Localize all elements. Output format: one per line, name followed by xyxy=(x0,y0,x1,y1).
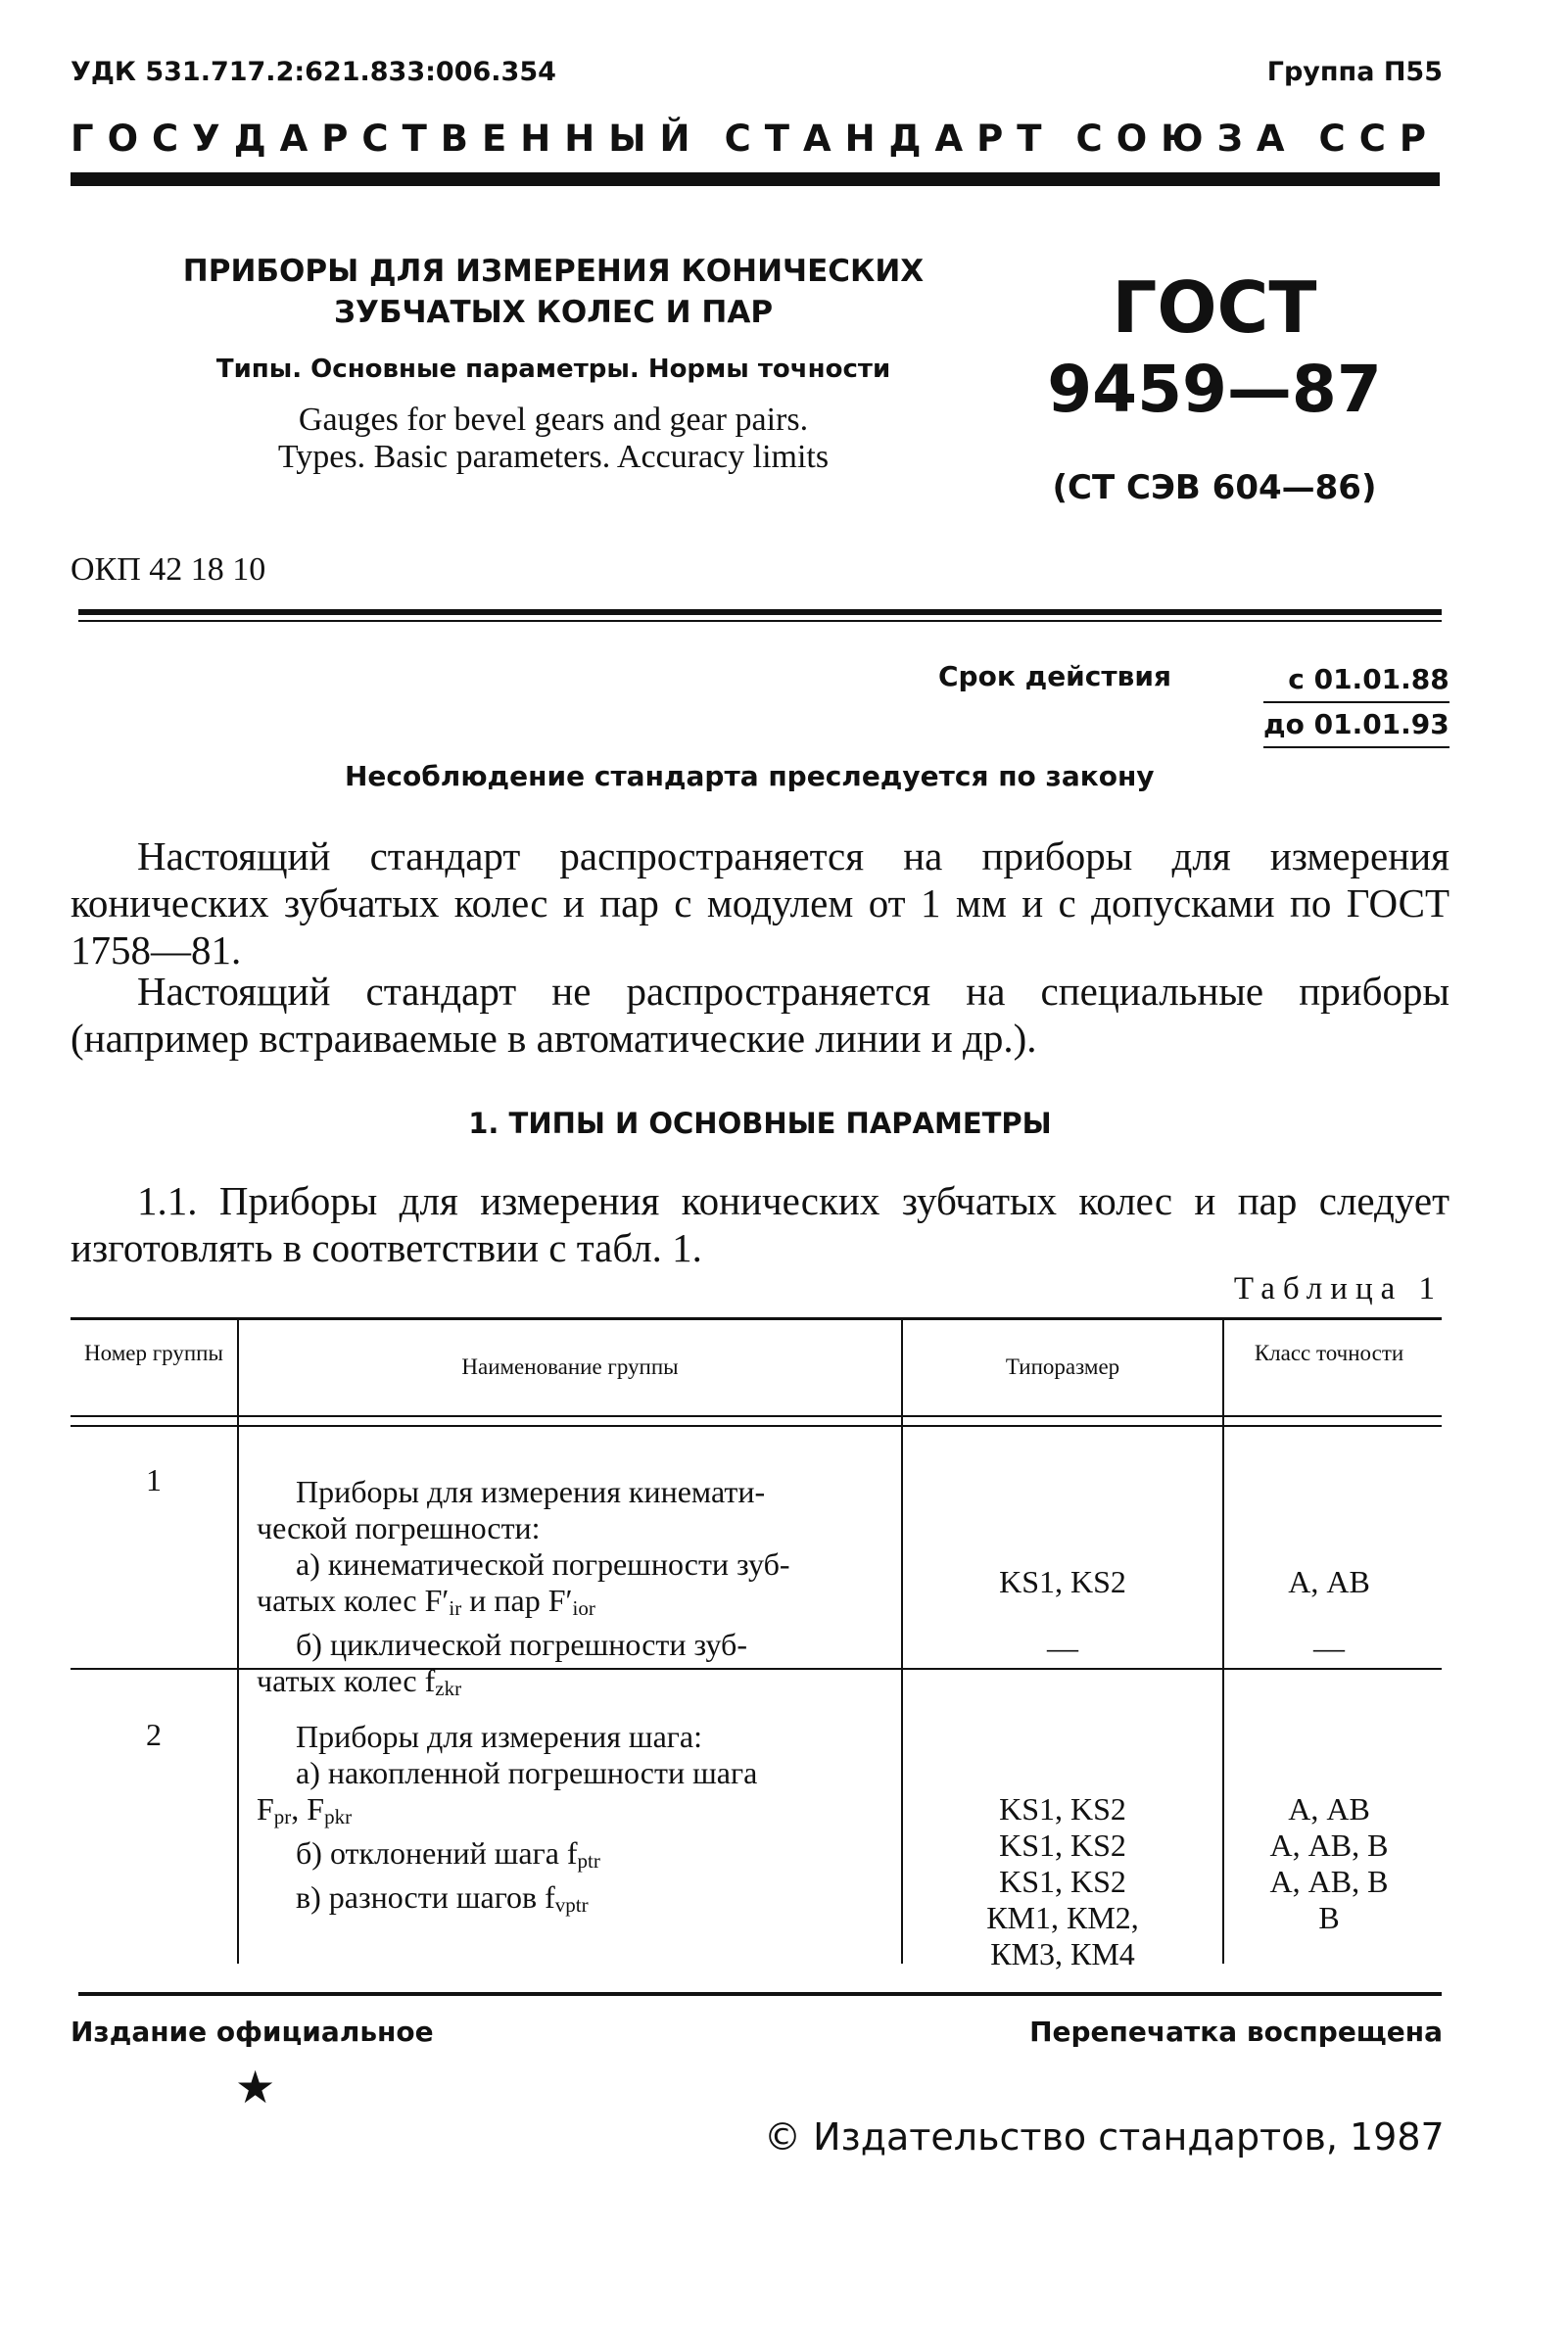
validity-label: Срок действия xyxy=(938,660,1171,692)
row-1-text: и пар F′ xyxy=(461,1583,573,1618)
row-2-subscript: pkr xyxy=(324,1805,353,1828)
row-1-type-b: — xyxy=(1047,1630,1078,1665)
row-1-name-line: ческой погрешности: xyxy=(257,1510,541,1545)
header-rule xyxy=(71,172,1440,186)
row-1-name xyxy=(257,1474,893,1707)
row-2-text: , F xyxy=(291,1791,325,1827)
table-header-rule xyxy=(71,1415,1442,1417)
legal-notice: Несоблюдение стандарта преследуется по закону xyxy=(345,760,1155,792)
row-2-text: б) отклонений шага f xyxy=(296,1835,578,1871)
validity-from: с 01.01.88 xyxy=(1263,658,1449,703)
col-header-group-name: Наименование группы xyxy=(461,1354,679,1379)
row-2-type-line: КМ1, КМ2, xyxy=(986,1900,1139,1935)
table-col-divider xyxy=(237,1317,239,1964)
row-1-class-a: А, АВ xyxy=(1288,1564,1370,1599)
row-2-accuracy-class xyxy=(1226,1791,1432,1936)
row-2-type-line: KS1, KS2 xyxy=(999,1828,1126,1863)
banner-word-2: СТАНДАРТ xyxy=(724,118,1056,160)
row-1-class-b: — xyxy=(1313,1630,1345,1665)
col-header-group-no: Номер группы xyxy=(84,1341,223,1365)
row-2-text: в) разности шагов f xyxy=(296,1879,555,1915)
row-1-text: чатых колес F′ xyxy=(257,1583,450,1618)
okp-code: ОКП 42 18 10 xyxy=(71,551,266,588)
banner-word-3: СОЮЗА xyxy=(1075,118,1299,160)
star-icon: ★ xyxy=(235,2061,276,2113)
title-line-1: ПРИБОРЫ ДЛЯ ИЗМЕРЕНИЯ КОНИЧЕСКИХ xyxy=(182,254,925,289)
edition-label: Издание официальное xyxy=(71,2016,434,2048)
row-1-number: 1 xyxy=(146,1462,162,1497)
paragraph-1-1: 1.1. Приборы для измерения конических зубчатых колес и пар следует изготовлять в соответствии с табл. 1. xyxy=(71,1178,1449,1270)
document-title xyxy=(88,251,1019,333)
paragraph-exclusion: Настоящий стандарт не распространяется на специальные приборы (например встраиваемые в автоматические линии и др.). xyxy=(71,969,1449,1061)
section-title: 1. ТИПЫ И ОСНОВНЫЕ ПАРАМЕТРЫ xyxy=(468,1107,1052,1140)
row-2-class-line: А, АВ xyxy=(1288,1791,1370,1827)
row-1-text: чатых колес f xyxy=(257,1663,436,1698)
row-1-name-line: б) циклической погрешности зуб- xyxy=(296,1627,747,1662)
row-2-name-line: Приборы для измерения шага: xyxy=(296,1719,702,1754)
validity-dates xyxy=(1263,658,1449,748)
paragraph-scope: Настоящий стандарт распространяется на приборы для измерения конических зубчатых колес и пар с модулем от 1 мм и с допусками по ГОСТ 1758—81. xyxy=(71,833,1449,973)
col-header-accuracy-class: Класс точности xyxy=(1254,1341,1404,1365)
udk-code: УДК 531.717.2:621.833:006.354 xyxy=(71,57,556,87)
row-1-type-size xyxy=(903,1564,1222,1666)
row-2-class-line: А, АВ, В xyxy=(1269,1864,1389,1899)
row-2-name-line: а) накопленной погрешности шага xyxy=(296,1755,758,1790)
english-title xyxy=(88,402,1019,476)
row-2-name xyxy=(257,1719,893,1923)
table-1 xyxy=(71,1317,1442,1971)
row-2-name-line xyxy=(257,1879,893,1923)
row-1-type-a: KS1, KS2 xyxy=(999,1564,1126,1599)
row-1-name-line: Приборы для измерения кинемати- xyxy=(296,1474,766,1509)
row-1-name-line xyxy=(257,1583,893,1627)
state-standard-banner xyxy=(71,118,1440,160)
group-code: Группа П55 xyxy=(1266,57,1443,87)
row-2-name-line xyxy=(257,1835,893,1879)
row-1-subscript: ir xyxy=(449,1596,462,1620)
row-2-class-line: В xyxy=(1318,1900,1340,1935)
english-title-line-1: Gauges for bevel gears and gear pairs. xyxy=(298,402,809,438)
reprint-notice: Перепечатка воспрещена xyxy=(1029,2016,1443,2048)
row-1-name-line xyxy=(257,1663,893,1707)
gost-number: 9459—87 xyxy=(1047,352,1382,427)
st-sev-reference: (СТ СЭВ 604—86) xyxy=(1052,468,1377,507)
row-2-subscript: vptr xyxy=(554,1893,589,1917)
row-2-subscript: ptr xyxy=(577,1849,600,1873)
row-1-name-line: а) кинематической погрешности зуб- xyxy=(296,1546,790,1582)
title-rule xyxy=(78,609,1442,615)
table-header-rule-2 xyxy=(71,1425,1442,1427)
row-1-accuracy-class xyxy=(1226,1564,1432,1666)
row-1-subscript: ior xyxy=(572,1596,595,1620)
title-rule-thin xyxy=(78,620,1442,622)
gost-block xyxy=(1038,264,1391,507)
title-line-2: ЗУБЧАТЫХ КОЛЕС И ПАР xyxy=(333,295,774,330)
col-header-type-size: Типоразмер xyxy=(1005,1354,1120,1379)
title-block xyxy=(88,251,1019,476)
validity-to: до 01.01.93 xyxy=(1263,703,1449,748)
footer-rule xyxy=(78,1992,1442,1996)
gost-label: ГОСТ xyxy=(1112,266,1317,349)
row-2-text: F xyxy=(257,1791,274,1827)
copyright-notice: © Издательство стандартов, 1987 xyxy=(764,2115,1445,2159)
row-2-type-line: КМ3, КМ4 xyxy=(990,1936,1135,1971)
row-2-subscript: pr xyxy=(273,1805,292,1828)
english-title-line-2: Types. Basic parameters. Accuracy limits xyxy=(277,439,830,475)
row-2-type-line: KS1, KS2 xyxy=(999,1864,1126,1899)
row-2-number: 2 xyxy=(146,1717,162,1752)
banner-word-4: ССР xyxy=(1318,118,1440,160)
banner-word-1: ГОСУДАРСТВЕННЫЙ xyxy=(71,118,704,160)
table-label: Таблица 1 xyxy=(1233,1271,1443,1306)
document-subtitle: Типы. Основные параметры. Нормы точности xyxy=(215,355,891,384)
row-2-type-line: KS1, KS2 xyxy=(999,1791,1126,1827)
table-col-divider xyxy=(1222,1317,1224,1964)
row-2-class-line: А, АВ, В xyxy=(1269,1828,1389,1863)
table-top-rule xyxy=(71,1317,1442,1320)
row-2-name-line xyxy=(257,1791,893,1835)
row-2-type-size xyxy=(903,1791,1222,1972)
row-1-subscript: zkr xyxy=(435,1677,462,1700)
